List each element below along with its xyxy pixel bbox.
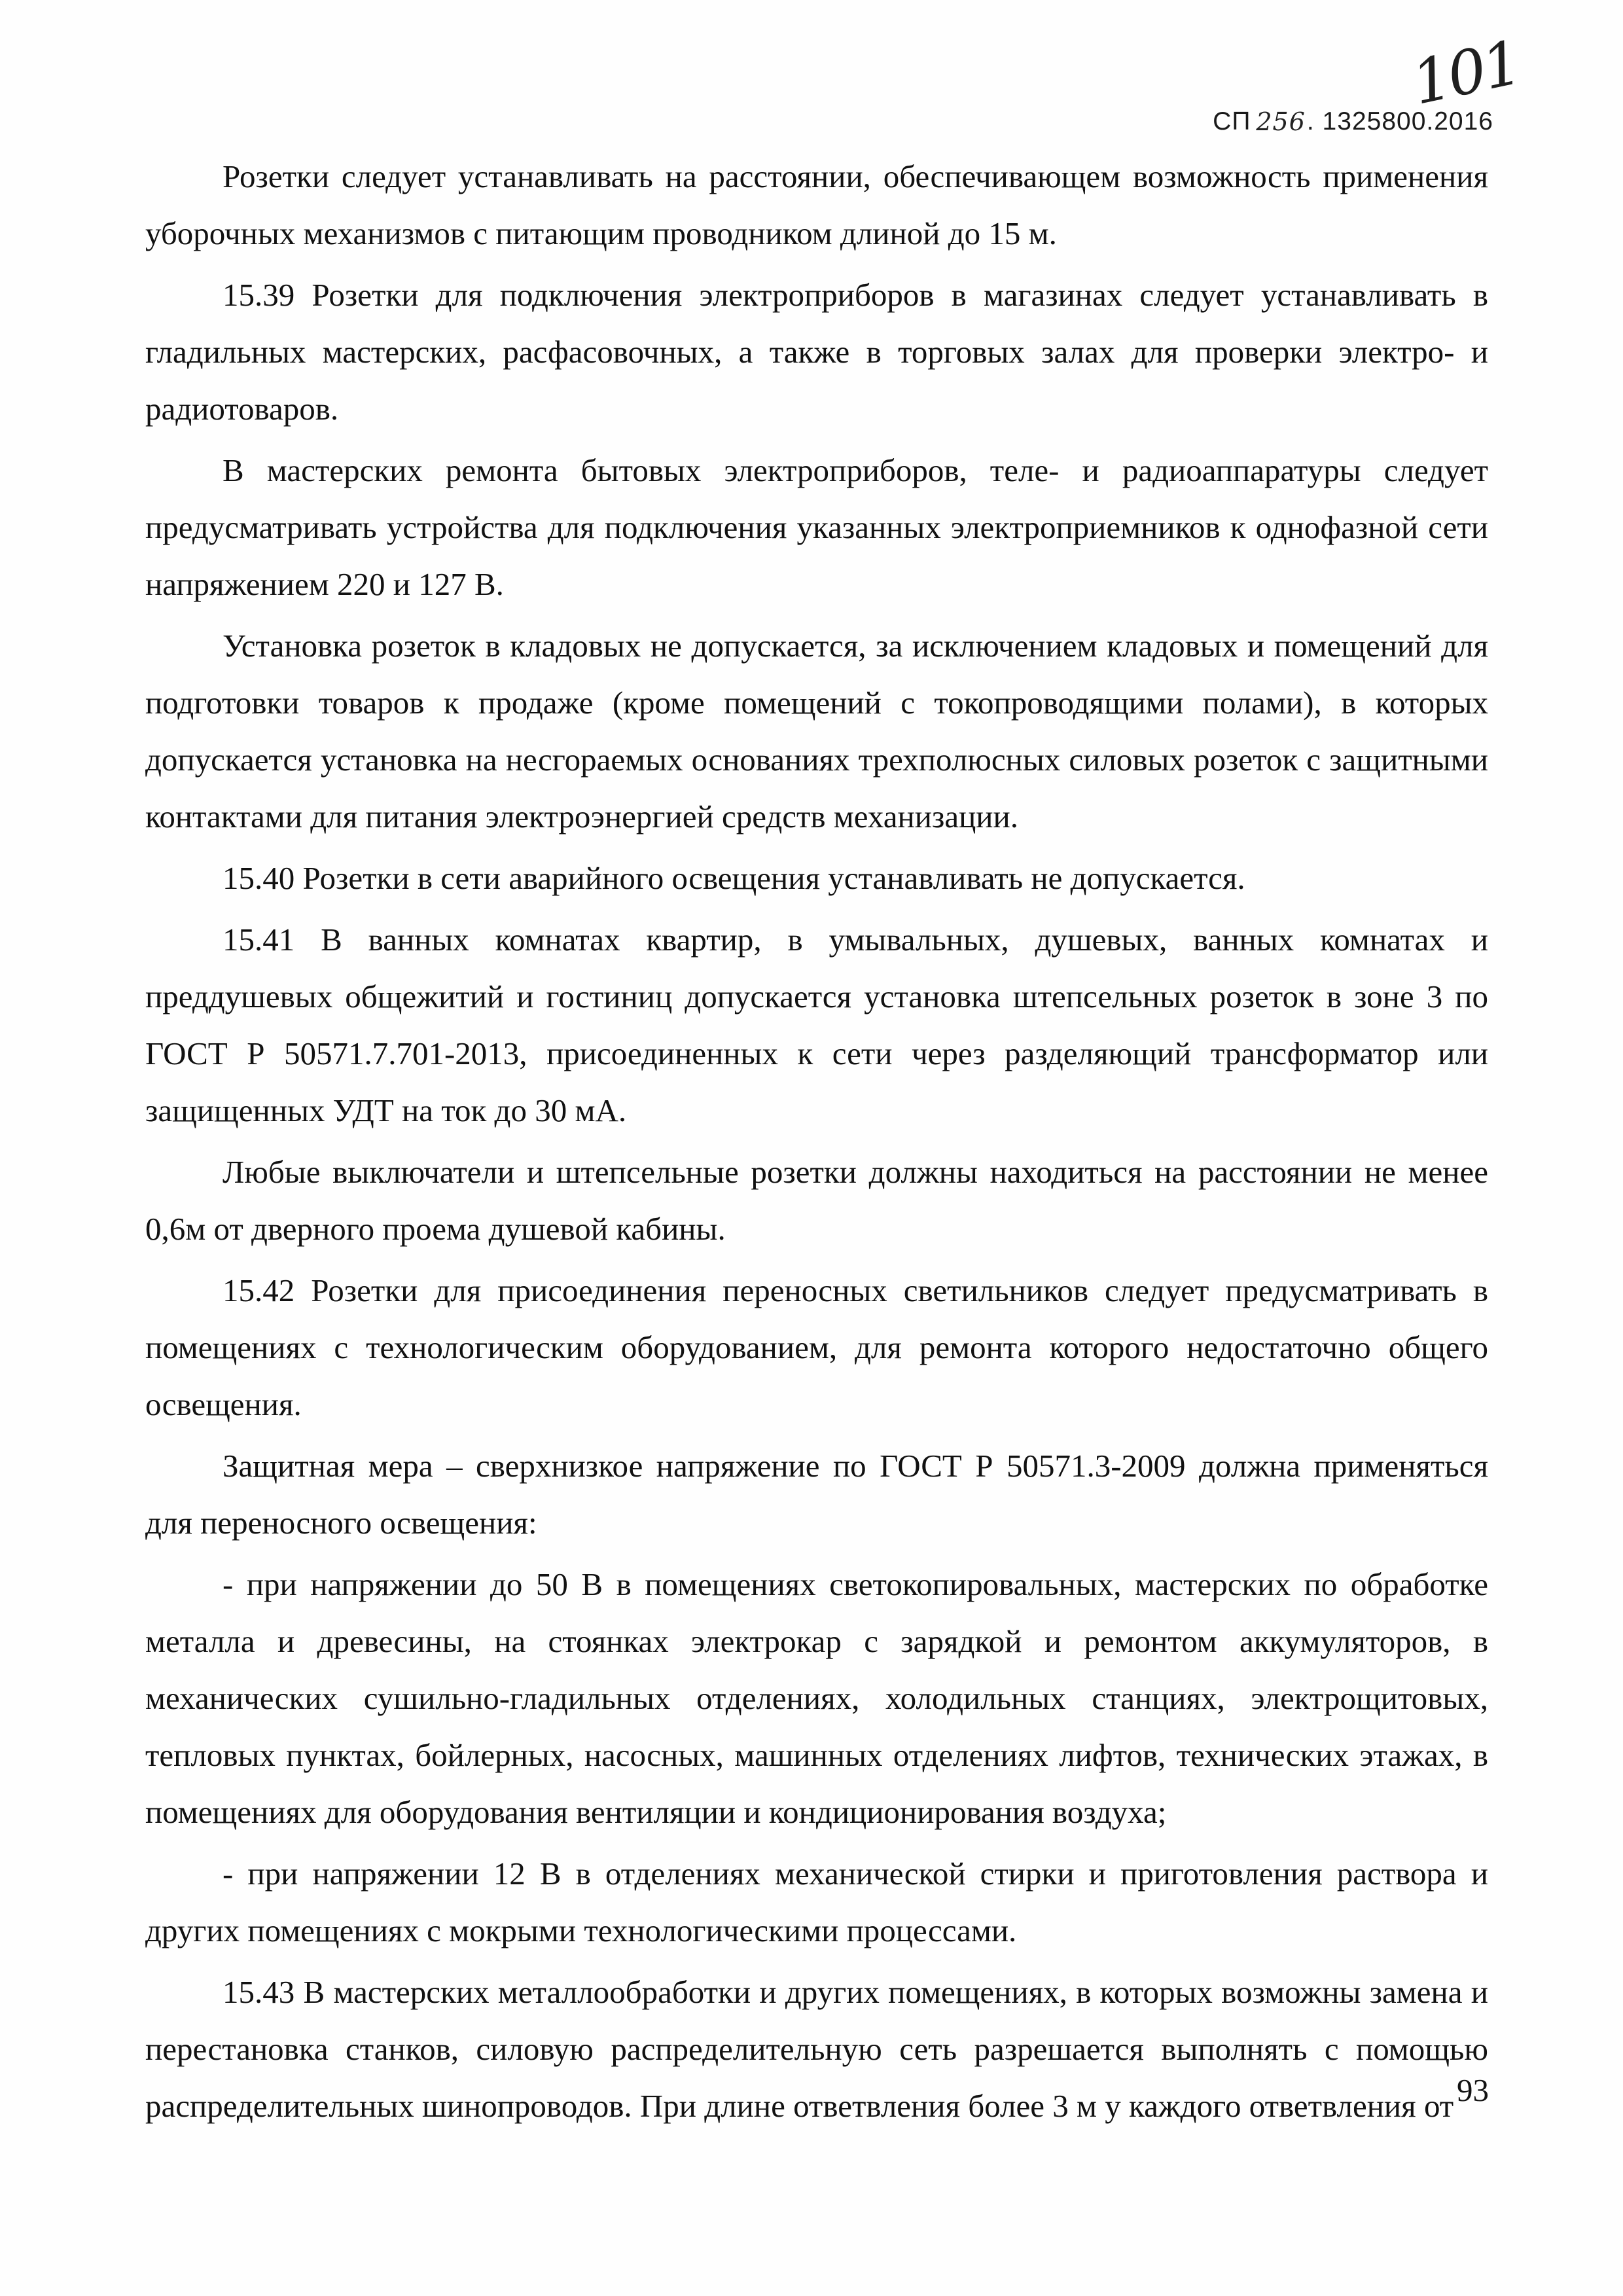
doc-code-prefix: СП	[1213, 107, 1251, 135]
paragraph: В мастерских ремонта бытовых электроприборов, теле- и радиоаппаратуры следует предусматривать устройства для подключения указанных электроприемников к однофазной сети напряжением 220 и 127 В.	[145, 452, 1488, 602]
page-number: 93	[1457, 2072, 1489, 2108]
doc-code-number: . 1325800.2016	[1306, 107, 1493, 135]
list-item-paragraph: - при напряжении до 50 В в помещениях светокопировальных, мастерских по обработке металла и древесины, на стоянках электрокар с зарядкой и ремонтом аккумуляторов, в механических сушильно-гладильных отделениях, холодильных станциях, электрощитовых, тепловых пунктах, бойлерных, насосных, машинных отделениях лифтов, технических этажах, в помещениях для оборудования вентиляции и кондиционирования воздуха;	[145, 1566, 1488, 1830]
paragraph: 15.41 В ванных комнатах квартир, в умывальных, душевых, ванных комнатах и преддушевых общежитий и гостиниц допускается установка штепсельных розеток в зоне 3 по ГОСТ Р 50571.7.701-2013, присоединенных к сети через разделяющий трансформатор или защищенных УДТ на ток до 30 мА.	[145, 922, 1488, 1128]
paragraph: 15.43 В мастерских металлообработки и других помещениях, в которых возможны замена и перестановка станков, силовую распределительную сеть разрешается выполнять с помощью распределительных шинопроводов. При длине ответвления более 3 м у каждого ответвления от	[145, 1974, 1488, 2124]
paragraph: Защитная мера – сверхнизкое напряжение по ГОСТ Р 50571.3-2009 должна применяться для переносного освещения:	[145, 1448, 1488, 1541]
paragraph: Розетки следует устанавливать на расстоянии, обеспечивающем возможность применения уборочных механизмов с питающим проводником длиной до 15 м.	[145, 158, 1488, 251]
handwritten-page-number: 101	[1406, 27, 1526, 118]
paragraph: Любые выключатели и штепсельные розетки должны находиться на расстоянии не менее 0,6м от дверного проема душевой кабины.	[145, 1154, 1488, 1247]
list-item-paragraph: - при напряжении 12 В в отделениях механической стирки и приготовления раствора и других помещениях с мокрыми технологическими процессами.	[145, 1856, 1488, 1948]
paragraph: 15.42 Розетки для присоединения переносных светильников следует предусматривать в помещениях с технологическим оборудованием, для ремонта которого недостаточно общего освещения.	[145, 1272, 1488, 1422]
document-body	[145, 148, 1488, 2134]
paragraph: 15.39 Розетки для подключения электроприборов в магазинах следует устанавливать в гладильных мастерских, расфасовочных, а также в торговых залах для проверки электро- и радиотоваров.	[145, 277, 1488, 427]
paragraph: Установка розеток в кладовых не допускается, за исключением кладовых и помещений для подготовки товаров к продаже (кроме помещений с токопроводящими полами), в которых допускается установка на несгораемых основаниях трехполюсных силовых розеток с защитными контактами для питания электроэнергией средств механизации.	[145, 628, 1488, 834]
document-header	[1213, 27, 1526, 136]
paragraph: 15.40 Розетки в сети аварийного освещения устанавливать не допускается.	[223, 860, 1245, 896]
handwritten-code: 256	[1256, 107, 1306, 136]
